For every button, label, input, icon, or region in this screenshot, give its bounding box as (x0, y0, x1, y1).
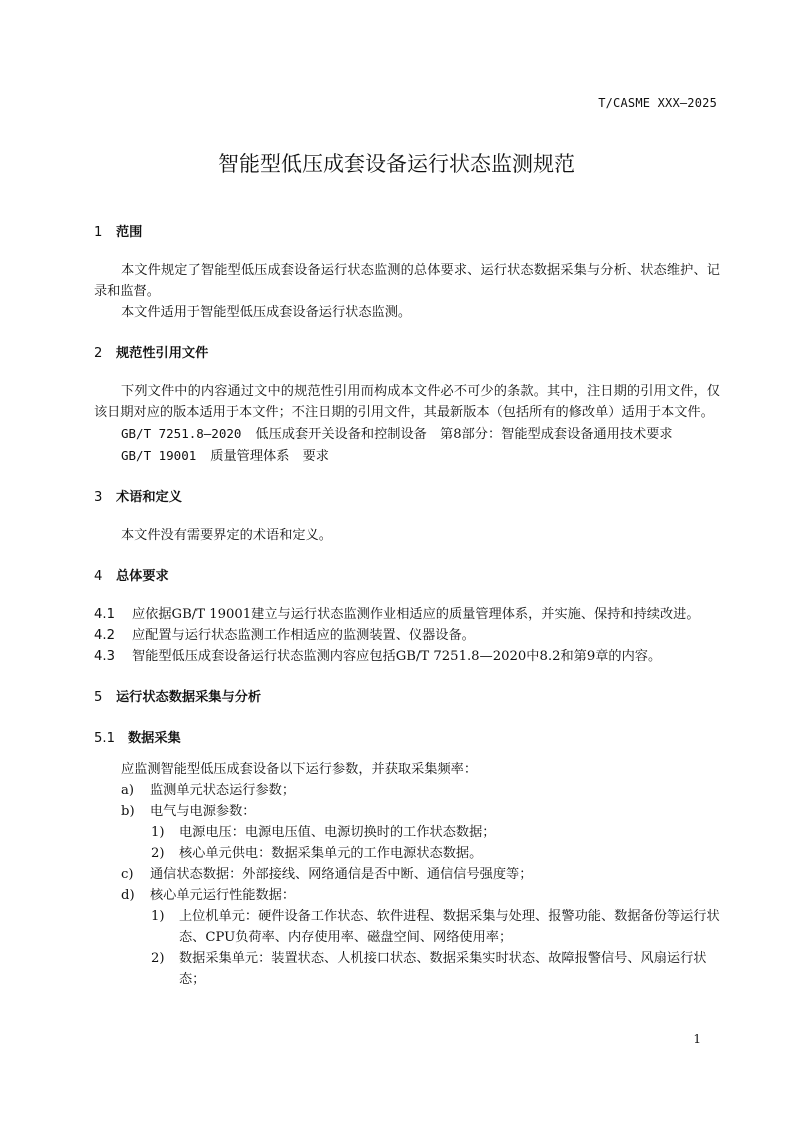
document-title: 智能型低压成套设备运行状态监测规范 (218, 152, 575, 176)
paragraph: 下列文件中的内容通过文中的规范性引用而构成本文件必不可少的条款。其中，注日期的引用文件，仅该日期对应的版本适用于本文件；不注日期的引用文件，其最新版本（包括所有的修改单）适用于本文件。 (94, 384, 720, 420)
clause-4-1: 4.1 应依据GB/T 19001建立与运行状态监测作业相适应的质量管理体系，并实施、保持和持续改进。 (94, 607, 700, 622)
section-heading-3: 3 术语和定义 (94, 490, 182, 505)
clause-4-2: 4.2 应配置与运行状态监测工作相适应的监测装置、仪器设备。 (94, 628, 475, 643)
document-code: T/CASME XXX—2025 (598, 96, 717, 110)
list-subitem: 1) 电源电压：电源电压值、电源切换时的工作状态数据； (151, 825, 496, 840)
list-item: d) 核心单元运行性能数据： (121, 888, 296, 903)
section-heading-2: 2 规范性引用文件 (94, 346, 209, 361)
document-body (94, 222, 720, 990)
paragraph: 本文件规定了智能型低压成套设备运行状态监测的总体要求、运行状态数据采集与分析、状态维护、记录和监督。 (94, 263, 720, 299)
list-subitem: 2) 核心单元供电：数据采集单元的工作电源状态数据。 (151, 846, 483, 861)
list-subitem: 2) 数据采集单元：装置状态、人机接口状态、数据采集实时状态、故障报警信号、风扇运行状态； (151, 951, 707, 987)
clause-4-3: 4.3 智能型低压成套设备运行状态监测内容应包括GB/T 7251.8—2020中8.2和第9章的内容。 (94, 649, 662, 664)
list-item: c) 通信状态数据：外部接线、网络通信是否中断、通信信号强度等； (121, 867, 533, 882)
list-subitem: 1) 上位机单元：硬件设备工作状态、软件进程、数据采集与处理、报警功能、数据备份等运行状态、CPU负荷率、内存使用率、磁盘空间、网络使用率； (151, 909, 720, 945)
page-number: 1 (693, 1032, 701, 1046)
list-item: b) 电气与电源参数： (121, 804, 256, 819)
paragraph: 本文件适用于智能型低压成套设备运行状态监测。 (121, 305, 412, 320)
paragraph: 本文件没有需要界定的术语和定义。 (121, 528, 332, 543)
subsection-heading-5-1: 5.1 数据采集 (94, 731, 181, 746)
section-heading-1: 1 范围 (94, 225, 143, 240)
section-heading-5: 5 运行状态数据采集与分析 (94, 690, 262, 705)
section-heading-4: 4 总体要求 (94, 569, 169, 584)
paragraph: 应监测智能型低压成套设备以下运行参数，并获取采集频率： (121, 762, 478, 777)
reference-item: GB/T 7251.8—2020 低压成套开关设备和控制设备 第8部分：智能型成套设备通用技术要求 (121, 426, 673, 442)
reference-item: GB/T 19001 质量管理体系 要求 (121, 448, 329, 464)
list-item: a) 监测单元状态运行参数； (121, 783, 296, 798)
